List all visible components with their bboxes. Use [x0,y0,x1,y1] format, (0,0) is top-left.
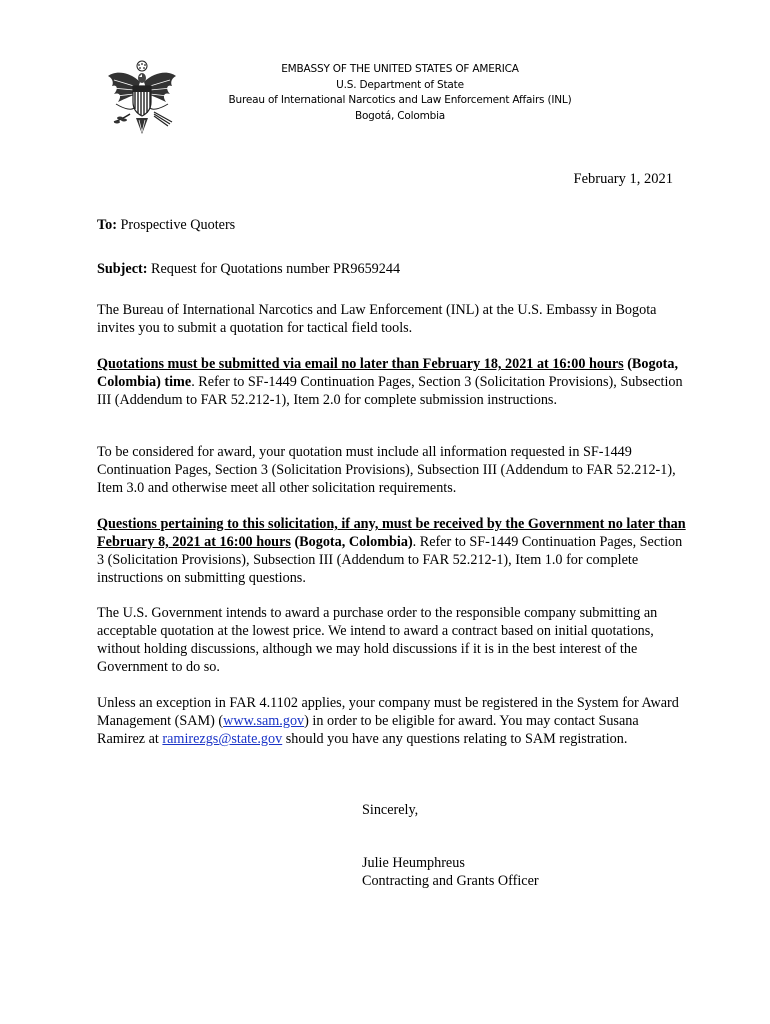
to-line [97,216,687,234]
paragraph-intro: The Bureau of International Narcotics and Law Enforcement (INL) at the U.S. Embassy in Bogota invites you to submit a quotation for tactical field tools. [97,302,657,336]
sam-link[interactable]: www.sam.gov [223,713,305,729]
letterhead-department: U.S. Department of State [336,78,464,91]
email-link[interactable]: ramirezgs@state.gov [162,731,283,747]
subject-value: Request for Quotations number PR9659244 [151,261,401,277]
sam-text-3: should you have any questions relating to SAM registration. [282,731,628,747]
embassy-seal-icon [106,60,178,138]
to-value: Prospective Quoters [120,217,236,233]
subject-line [97,260,687,278]
sam-text-1: Unless an exception in FAR 4.1102 applies, your company must be registered in the System for Award Management (SAM) ( [97,695,679,729]
to-label: To: [97,217,117,233]
sam-text-2: ) in order to be eligible for award. You may contact Susana Ramirez at [97,713,639,747]
deadline-bold: (Bogota, Colombia) time [97,356,679,390]
closing: Sincerely, [362,802,419,818]
letterhead-bureau: Bureau of International Narcotics and Law Enforcement Affairs (INL) [228,94,572,106]
signer-title: Contracting and Grants Officer [362,873,539,889]
subject-label: Subject: [97,261,148,277]
paragraph-deadline [97,355,687,409]
paragraph-award-intent: The U.S. Government intends to award a purchase order to the responsible company submitting an acceptable quotation at the lowest price. We intend to award a contract based on initial quotations, without holding discussions, although we may hold discussions if it is in the best interest of the Government to do so. [97,605,658,675]
deadline-underlined: Quotations must be submitted via email no later than February 18, 2021 at 16:00 hours [97,356,624,372]
signer-name: Julie Heumphreus [362,855,465,871]
questions-bold: (Bogota, Colombia) [294,534,413,550]
paragraph-award-requirements: To be considered for award, your quotation must include all information requested in SF-1449 Continuation Pages, Section 3 (Solicitation Provisions), Subsection III (Addendum to FAR 52.212-1), Item 3.0 and otherwise meet all other solicitation requirements. [97,444,676,496]
questions-rest: . Refer to SF-1449 Continuation Pages, Section 3 (Solicitation Provisions), Subsection III (Addendum to FAR 52.212-1), Item 1.0 for complete instructions on submitting questions. [97,534,683,586]
paragraph-questions [97,515,687,587]
letterhead-embassy: EMBASSY OF THE UNITED STATES OF AMERICA [281,63,519,75]
letterhead-city: Bogotá, Colombia [354,109,446,122]
paragraph-sam [97,694,687,748]
deadline-rest: . Refer to SF-1449 Continuation Pages, Section 3 (Solicitation Provisions), Subsection III (Addendum to FAR 52.212-1), Item 2.0 for complete submission instructions. [97,374,683,408]
letterhead [190,62,610,124]
letter-date: February 1, 2021 [573,171,673,187]
questions-underlined: Questions pertaining to this solicitation, if any, must be received by the Government no later than February 8, 2021 at 16:00 hours [97,516,686,550]
